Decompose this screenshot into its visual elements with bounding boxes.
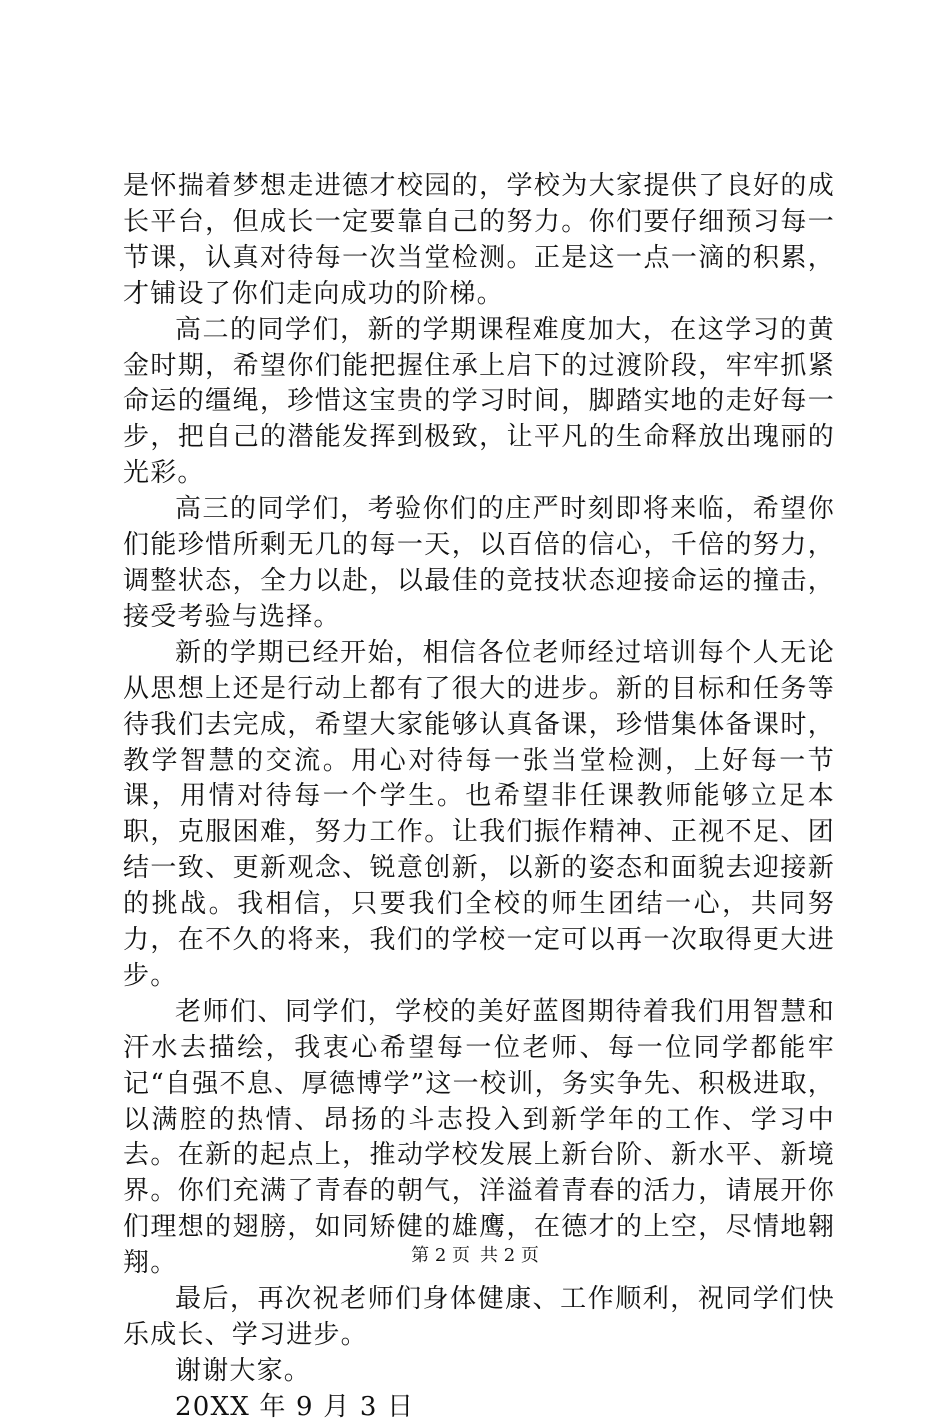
page-number: 第 2 页	[411, 1245, 470, 1266]
paragraph-grade-three: 高三的同学们，考验你们的庄严时刻即将来临，希望你们能珍惜所剩无几的每一天，以百倍的信心，千倍的努力，调整状态，全力以赴，以最佳的竞技状态迎接命运的撞击，接受考验与选择。	[123, 494, 835, 632]
paragraph-continuation: 是怀揣着梦想走进德才校园的，学校为大家提供了良好的成长平台，但成长一定要靠自己的努力。你们要仔细预习每一节课，认真对待每一次当堂检测。正是这一点一滴的积累，才铺设了你们走向成功的阶梯。	[123, 171, 835, 309]
page-total: 共 2 页	[480, 1245, 539, 1266]
paragraph-date: 20XX 年 9 月 3 日	[175, 1391, 415, 1422]
paragraph-grade-two: 高二的同学们，新的学期课程难度加大，在这学习的黄金时期，希望你们能把握住承上启下的过渡阶段，牢牢抓紧命运的缰绳，珍惜这宝贵的学习时间，脚踏实地的走好每一步，把自己的潜能发挥到极致，让平凡的生命释放出瑰丽的光彩。	[123, 314, 835, 489]
paragraph-teachers: 新的学期已经开始，相信各位老师经过培训每个人无论从思想上还是行动上都有了很大的进步。新的目标和任务等待我们去完成，希望大家能够认真备课，珍惜集体备课时，教学智慧的交流。用心对待每一张当堂检测，上好每一节课，用情对待每一个学生。也希望非任课教师能够立足本职，克服困难，努力工作。让我们振作精神、正视不足、团结一致、更新观念、锐意创新，以新的姿态和面貌去迎接新的挑战。我相信，只要我们全校的师生团结一心，共同努力，在不久的将来，我们的学校一定可以再一次取得更大进步。	[123, 637, 835, 991]
document-body	[123, 169, 835, 1426]
page-footer	[0, 1245, 950, 1267]
paragraph-closing-appeal: 老师们、同学们，学校的美好蓝图期待着我们用智慧和汗水去描绘，我衷心希望每一位老师、每一位同学都能牢记“自强不息、厚德博学”这一校训，务实争先、积极进取，以满腔的热情、昂扬的斗志投入到新学年的工作、学习中去。在新的起点上，推动学校发展上新台阶、新水平、新境界。你们充满了青春的朝气，洋溢着青春的活力，请展开你们理想的翅膀，如同矫健的雄鹰，在德才的上空，尽情地翱翔。	[123, 996, 835, 1279]
paragraph-final-wishes: 最后，再次祝老师们身体健康、工作顺利，祝同学们快乐成长、学习进步。	[123, 1284, 835, 1350]
paragraph-thanks: 谢谢大家。	[175, 1355, 312, 1386]
